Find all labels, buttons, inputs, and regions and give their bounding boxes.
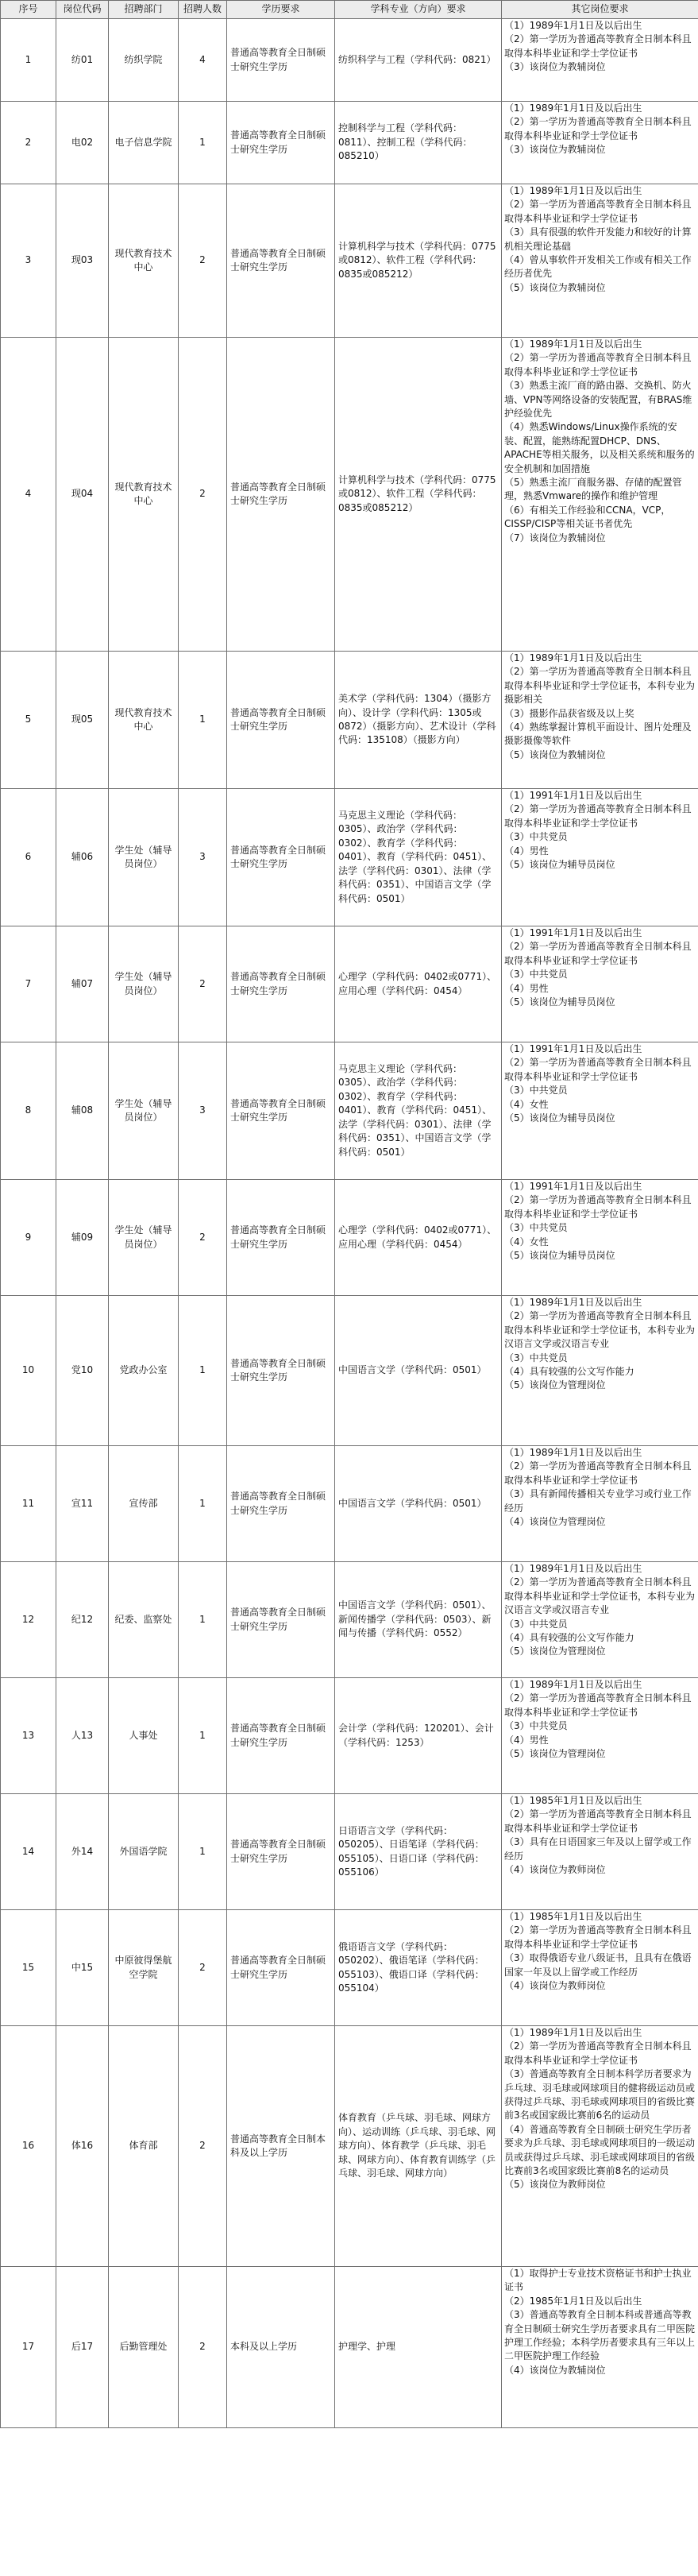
cell-code: 宣11: [56, 1446, 109, 1562]
cell-dept: 学生处（辅导员岗位）: [109, 1180, 179, 1296]
cell-edu: 普通高等教育全日制本科及以上学历: [227, 2026, 335, 2267]
requirement-line: （5）该岗位为教辅岗位: [504, 748, 606, 760]
cell-dept: 中原彼得堡航空学院: [109, 1910, 179, 2026]
table-row: [1, 102, 698, 184]
cell-dept: 学生处（辅导员岗位）: [109, 926, 179, 1042]
requirement-line: （3）该岗位为教辅岗位: [504, 61, 606, 73]
cell-no: 6: [1, 789, 56, 926]
table-row: [1, 1562, 698, 1678]
requirement-line: （2）第一学历为普通高等教育全日制本科且取得本科毕业证和学士学位证书: [504, 33, 692, 59]
cell-edu: 普通高等教育全日制硕士研究生学历: [227, 1180, 335, 1296]
requirement-line: （5）该岗位为辅导员岗位: [504, 996, 615, 1008]
requirement-line: （3）中共党员: [504, 1222, 568, 1234]
requirement-line: （5）该岗位为教师岗位: [504, 2179, 606, 2191]
requirement-line: （4）男性: [504, 1734, 549, 1746]
table-row: [1, 184, 698, 338]
requirement-line: （3）具有新闻传播相关专业学习或行业工作经历: [504, 1488, 692, 1514]
cell-edu: 普通高等教育全日制硕士研究生学历: [227, 789, 335, 926]
requirement-line: （5）该岗位为管理岗位: [504, 1379, 606, 1391]
cell-no: 17: [1, 2267, 56, 2428]
requirement-line: （3）摄影作品获省级及以上奖: [504, 707, 634, 719]
cell-no: 5: [1, 652, 56, 789]
cell-dept: 体育部: [109, 2026, 179, 2267]
cell-requirements: [502, 2026, 698, 2267]
cell-major: 马克思主义理论（学科代码：0305）、政治学（学科代码：0302）、教育学（学科代码：0401）、教育（学科代码：0451）、法学（学科代码：0301）、法律（学科代码：0351）、中国语言文学（学科代码：0501）: [335, 1042, 502, 1180]
requirement-line: （4）该岗位为管理岗位: [504, 1516, 606, 1528]
cell-code: 现03: [56, 184, 109, 338]
requirement-line: （2）第一学历为普通高等教育全日制本科且取得本科毕业证和学士学位证书: [504, 352, 692, 377]
cell-num: 2: [179, 926, 227, 1042]
cell-no: 10: [1, 1296, 56, 1446]
cell-edu: 普通高等教育全日制硕士研究生学历: [227, 1678, 335, 1794]
requirement-line: （2）第一学历为普通高等教育全日制本科且取得本科毕业证和学士学位证书: [504, 1460, 692, 1486]
requirement-line: （4）具有较强的公文写作能力: [504, 1366, 634, 1378]
requirement-line: （1）1989年1月1日及以后出生: [504, 20, 642, 31]
cell-no: 3: [1, 184, 56, 338]
requirement-line: （4）熟悉Windows/Linux操作系统的安装、配置，能熟练配置DHCP、DNS、APACHE等相关服务，以及相关系统和服务的安全机制和加固措施: [504, 421, 695, 474]
requirement-line: （1）1989年1月1日及以后出生: [504, 1679, 642, 1690]
requirement-line: （3）取得俄语专业八级证书，且具有在俄语国家一年及以上留学或工作经历: [504, 1952, 692, 1978]
requirement-line: （7）该岗位为教辅岗位: [504, 532, 606, 543]
cell-major: 计算机科学与技术（学科代码：0775或0812）、软件工程（学科代码：0835或085212）: [335, 338, 502, 652]
cell-requirements: [502, 184, 698, 338]
requirement-line: （1）1991年1月1日及以后出生: [504, 1181, 642, 1192]
requirement-line: （2）第一学历为普通高等教育全日制本科且取得本科毕业证和学士学位证书: [504, 1924, 692, 1950]
cell-major: 控制科学与工程（学科代码：0811）、控制工程（学科代码：085210）: [335, 102, 502, 184]
cell-edu: 普通高等教育全日制硕士研究生学历: [227, 102, 335, 184]
table-row: [1, 1446, 698, 1562]
cell-dept: 党政办公室: [109, 1296, 179, 1446]
requirement-line: （4）男性: [504, 845, 549, 857]
requirement-line: （2）第一学历为普通高等教育全日制本科且取得本科毕业证和学士学位证书: [504, 941, 692, 966]
requirement-line: （3）具有在日语国家三年及以上留学或工作经历: [504, 1836, 692, 1862]
cell-requirements: [502, 1042, 698, 1180]
cell-no: 7: [1, 926, 56, 1042]
requirement-line: （5）该岗位为辅导员岗位: [504, 859, 615, 871]
cell-major: 中国语言文学（学科代码：0501）: [335, 1446, 502, 1562]
table-row: [1, 1180, 698, 1296]
cell-no: 1: [1, 19, 56, 102]
cell-code: 辅08: [56, 1042, 109, 1180]
cell-requirements: [502, 1910, 698, 2026]
requirement-line: （3）中共党员: [504, 1720, 568, 1732]
header-no: 序号: [1, 1, 56, 19]
cell-num: 1: [179, 1562, 227, 1678]
cell-no: 11: [1, 1446, 56, 1562]
cell-edu: 普通高等教育全日制硕士研究生学历: [227, 1296, 335, 1446]
table-header-row: [1, 1, 698, 19]
cell-code: 外14: [56, 1794, 109, 1910]
cell-major: 纺织科学与工程（学科代码：0821）: [335, 19, 502, 102]
requirement-line: （3）具有很强的软件开发能力和较好的计算机相关理论基础: [504, 226, 692, 252]
requirement-line: （1）1989年1月1日及以后出生: [504, 1447, 642, 1458]
requirement-line: （2）第一学历为普通高等教育全日制本科且取得本科毕业证和学士学位证书，本科专业为汉语言文学或汉语言专业: [504, 1576, 696, 1616]
table-row: [1, 789, 698, 926]
requirement-line: （4）该岗位为教辅岗位: [504, 2364, 606, 2376]
requirement-line: （4）普通高等教育全日制硕士研究生学历者要求为乒乓球、羽毛球或网球项目的一级运动员或获得过乒乓球、羽毛球或网球项目的省级比赛前3名或国家级比赛前8名的运动员: [504, 2123, 696, 2177]
requirement-line: （3）中共党员: [504, 1352, 568, 1363]
cell-edu: 普通高等教育全日制硕士研究生学历: [227, 1446, 335, 1562]
header-req: 其它岗位要求: [502, 1, 698, 19]
table-row: [1, 1794, 698, 1910]
cell-num: 1: [179, 652, 227, 789]
cell-edu: 本科及以上学历: [227, 2267, 335, 2428]
requirement-line: （1）取得护士专业技术资格证书和护士执业证书: [504, 2268, 692, 2293]
cell-major: 护理学、护理: [335, 2267, 502, 2428]
cell-code: 人13: [56, 1678, 109, 1794]
requirement-line: （2）第一学历为普通高等教育全日制本科且取得本科毕业证和学士学位证书: [504, 199, 692, 224]
cell-no: 15: [1, 1910, 56, 2026]
cell-num: 1: [179, 102, 227, 184]
cell-no: 14: [1, 1794, 56, 1910]
requirement-line: （4）女性: [504, 1236, 549, 1247]
table-row: [1, 1296, 698, 1446]
cell-dept: 宣传部: [109, 1446, 179, 1562]
cell-num: 3: [179, 1042, 227, 1180]
cell-dept: 人事处: [109, 1678, 179, 1794]
cell-edu: 普通高等教育全日制硕士研究生学历: [227, 1794, 335, 1910]
requirement-line: （1）1989年1月1日及以后出生: [504, 102, 642, 114]
cell-requirements: [502, 2267, 698, 2428]
cell-code: 中15: [56, 1910, 109, 2026]
cell-edu: 普通高等教育全日制硕士研究生学历: [227, 926, 335, 1042]
cell-major: 体育教育（乒乓球、羽毛球、网球方向）、运动训练（乒乓球、羽毛球、网球方向）、体育教学（乒乓球、羽毛球、网球方向）、体育教育训练学（乒乓球、羽毛球、网球方向）: [335, 2026, 502, 2267]
cell-dept: 现代教育技术中心: [109, 184, 179, 338]
cell-major: 马克思主义理论（学科代码：0305）、政治学（学科代码：0302）、教育学（学科代码：0401）、教育（学科代码：0451）、法学（学科代码：0301）、法律（学科代码：0351）、中国语言文学（学科代码：0501）: [335, 789, 502, 926]
requirement-line: （3）中共党员: [504, 1085, 568, 1097]
requirement-line: （3）熟悉主流厂商的路由器、交换机、防火墙、VPN等网络设备的安装配置，有BRAS维护经验优先: [504, 380, 692, 420]
cell-edu: 普通高等教育全日制硕士研究生学历: [227, 1042, 335, 1180]
header-code: 岗位代码: [56, 1, 109, 19]
cell-no: 8: [1, 1042, 56, 1180]
cell-num: 1: [179, 1678, 227, 1794]
cell-dept: 纪委、监察处: [109, 1562, 179, 1678]
cell-num: 1: [179, 1446, 227, 1562]
cell-code: 辅06: [56, 789, 109, 926]
table-row: [1, 652, 698, 789]
requirement-line: （4）该岗位为教师岗位: [504, 1980, 606, 1992]
requirement-line: （1）1991年1月1日及以后出生: [504, 790, 642, 801]
requirement-line: （3）中共党员: [504, 969, 568, 981]
cell-dept: 学生处（辅导员岗位）: [109, 789, 179, 926]
cell-major: 中国语言文学（学科代码：0501）: [335, 1296, 502, 1446]
requirement-line: （1）1985年1月1日及以后出生: [504, 1911, 642, 1922]
requirement-line: （4）曾从事软件开发相关工作或有相关工作经历者优先: [504, 254, 692, 280]
requirement-line: （1）1989年1月1日及以后出生: [504, 338, 642, 350]
cell-num: 2: [179, 184, 227, 338]
requirement-line: （5）该岗位为辅导员岗位: [504, 1250, 615, 1262]
cell-num: 1: [179, 1296, 227, 1446]
cell-dept: 电子信息学院: [109, 102, 179, 184]
cell-requirements: [502, 102, 698, 184]
cell-major: 美术学（学科代码：1304）（摄影方向）、设计学（学科代码：1305或0872）（摄影方向）、艺术设计（学科代码：135108）（摄影方向）: [335, 652, 502, 789]
requirement-line: （1）1985年1月1日及以后出生: [504, 1795, 642, 1806]
cell-major: 计算机科学与技术（学科代码：0775或0812）、软件工程（学科代码：0835或085212）: [335, 184, 502, 338]
cell-requirements: [502, 1678, 698, 1794]
cell-requirements: [502, 1562, 698, 1678]
cell-no: 4: [1, 338, 56, 652]
cell-code: 现04: [56, 338, 109, 652]
requirement-line: （4）具有较强的公文写作能力: [504, 1632, 634, 1644]
requirement-line: （2）第一学历为普通高等教育全日制本科且取得本科毕业证和学士学位证书，本科专业为汉语言文学或汉语言专业: [504, 1310, 696, 1350]
cell-major: 俄语语言文学（学科代码：050202）、俄语笔译（学科代码：055103）、俄语口译（学科代码：055104）: [335, 1910, 502, 2026]
requirement-line: （1）1989年1月1日及以后出生: [504, 185, 642, 196]
cell-code: 纺01: [56, 19, 109, 102]
requirement-line: （5）熟悉主流厂商服务器、存储的配置管理，熟悉Vmware的操作和维护管理: [504, 477, 682, 502]
header-major: 学科专业（方向）要求: [335, 1, 502, 19]
cell-code: 现05: [56, 652, 109, 789]
cell-dept: 外国语学院: [109, 1794, 179, 1910]
cell-no: 12: [1, 1562, 56, 1678]
cell-requirements: [502, 338, 698, 652]
requirement-line: （1）1991年1月1日及以后出生: [504, 927, 642, 938]
cell-requirements: [502, 652, 698, 789]
table-row: [1, 338, 698, 652]
cell-dept: 学生处（辅导员岗位）: [109, 1042, 179, 1180]
requirement-line: （1）1991年1月1日及以后出生: [504, 1043, 642, 1054]
cell-code: 辅07: [56, 926, 109, 1042]
requirement-line: （2）第一学历为普通高等教育全日制本科且取得本科毕业证和学士学位证书: [504, 1692, 692, 1718]
cell-code: 体16: [56, 2026, 109, 2267]
requirement-line: （6）有相关工作经验和CCNA，VCP，CISSP/CISP等相关证书者优先: [504, 504, 671, 530]
cell-code: 电02: [56, 102, 109, 184]
cell-num: 4: [179, 19, 227, 102]
cell-edu: 普通高等教育全日制硕士研究生学历: [227, 652, 335, 789]
cell-major: 心理学（学科代码：0402或0771）、应用心理（学科代码：0454）: [335, 1180, 502, 1296]
cell-num: 2: [179, 1180, 227, 1296]
requirement-line: （2）第一学历为普通高等教育全日制本科且取得本科毕业证和学士学位证书: [504, 803, 692, 829]
requirement-line: （2）第一学历为普通高等教育全日制本科且取得本科毕业证和学士学位证书: [504, 2040, 692, 2066]
cell-code: 党10: [56, 1296, 109, 1446]
cell-no: 2: [1, 102, 56, 184]
cell-no: 13: [1, 1678, 56, 1794]
table-row: [1, 2026, 698, 2267]
cell-dept: 纺织学院: [109, 19, 179, 102]
requirement-line: （3）该岗位为教辅岗位: [504, 144, 606, 156]
table-row: [1, 1678, 698, 1794]
cell-num: 2: [179, 2026, 227, 2267]
cell-num: 2: [179, 2267, 227, 2428]
cell-major: 中国语言文学（学科代码：0501）、新闻传播学（学科代码：0503）、新闻与传播（学科代码：0552）: [335, 1562, 502, 1678]
cell-major: 会计学（学科代码：120201）、会计（学科代码：1253）: [335, 1678, 502, 1794]
requirement-line: （4）女性: [504, 1098, 549, 1110]
cell-major: 日语语言文学（学科代码：050205）、日语笔译（学科代码：055105）、日语口译（学科代码：055106）: [335, 1794, 502, 1910]
table-row: [1, 2267, 698, 2428]
cell-no: 16: [1, 2026, 56, 2267]
cell-dept: 现代教育技术中心: [109, 338, 179, 652]
requirement-line: （2）第一学历为普通高等教育全日制本科且取得本科毕业证和学士学位证书: [504, 1194, 692, 1220]
requirement-line: （1）1989年1月1日及以后出生: [504, 652, 642, 663]
requirement-line: （3）普通高等教育全日制本科学历者要求为乒乓球、羽毛球或网球项目的健将级运动员或获得过乒乓球、羽毛球或网球项目的省级比赛前3名或国家级比赛前6名的运动员: [504, 2068, 696, 2122]
cell-requirements: [502, 1794, 698, 1910]
requirement-line: （2）第一学历为普通高等教育全日制本科且取得本科毕业证和学士学位证书: [504, 1057, 692, 1082]
table-row: [1, 19, 698, 102]
requirement-line: （4）该岗位为教师岗位: [504, 1864, 606, 1876]
requirement-line: （1）1989年1月1日及以后出生: [504, 2027, 642, 2038]
requirement-line: （2）1985年1月1日及以后出生: [504, 2295, 642, 2307]
requirement-line: （3）中共党员: [504, 1618, 568, 1630]
cell-requirements: [502, 789, 698, 926]
cell-edu: 普通高等教育全日制硕士研究生学历: [227, 1910, 335, 2026]
cell-num: 2: [179, 1910, 227, 2026]
requirement-line: （5）该岗位为辅导员岗位: [504, 1112, 615, 1124]
cell-code: 纪12: [56, 1562, 109, 1678]
cell-edu: 普通高等教育全日制硕士研究生学历: [227, 19, 335, 102]
cell-requirements: [502, 926, 698, 1042]
cell-requirements: [502, 1296, 698, 1446]
requirement-line: （3）中共党员: [504, 831, 568, 843]
cell-dept: 现代教育技术中心: [109, 652, 179, 789]
requirement-line: （1）1989年1月1日及以后出生: [504, 1297, 642, 1308]
requirement-line: （2）第一学历为普通高等教育全日制本科且取得本科毕业证和学士学位证书: [504, 1808, 692, 1834]
table-row: [1, 926, 698, 1042]
requirement-line: （4）男性: [504, 982, 549, 994]
requirement-line: （5）该岗位为管理岗位: [504, 1646, 606, 1657]
requirement-line: （4）熟练掌握计算机平面设计、图片处理及摄影摄像等软件: [504, 721, 692, 747]
cell-major: 心理学（学科代码：0402或0771）、应用心理（学科代码：0454）: [335, 926, 502, 1042]
cell-edu: 普通高等教育全日制硕士研究生学历: [227, 184, 335, 338]
cell-edu: 普通高等教育全日制硕士研究生学历: [227, 338, 335, 652]
cell-requirements: [502, 19, 698, 102]
cell-edu: 普通高等教育全日制硕士研究生学历: [227, 1562, 335, 1678]
cell-num: 1: [179, 1794, 227, 1910]
cell-no: 9: [1, 1180, 56, 1296]
header-dept: 招聘部门: [109, 1, 179, 19]
cell-num: 2: [179, 338, 227, 652]
requirement-line: （2）第一学历为普通高等教育全日制本科且取得本科毕业证和学士学位证书: [504, 116, 692, 141]
requirement-line: （3）普通高等教育全日制本科或普通高等教育全日制硕士研究生学历者要求具有二甲医院护理工作经验；本科学历者要求具有三年以上二甲医院护理工作经验: [504, 2309, 696, 2362]
requirement-line: （5）该岗位为教辅岗位: [504, 281, 606, 293]
header-edu: 学历要求: [227, 1, 335, 19]
table-row: [1, 1042, 698, 1180]
table-row: [1, 1910, 698, 2026]
requirement-line: （2）第一学历为普通高等教育全日制本科且取得本科毕业证和学士学位证书，本科专业为摄影相关: [504, 666, 696, 706]
cell-code: 辅09: [56, 1180, 109, 1296]
cell-code: 后17: [56, 2267, 109, 2428]
cell-dept: 后勤管理处: [109, 2267, 179, 2428]
cell-num: 3: [179, 789, 227, 926]
header-num: 招聘人数: [179, 1, 227, 19]
requirement-line: （1）1989年1月1日及以后出生: [504, 1563, 642, 1574]
requirement-line: （5）该岗位为管理岗位: [504, 1748, 606, 1760]
cell-requirements: [502, 1180, 698, 1296]
cell-requirements: [502, 1446, 698, 1562]
